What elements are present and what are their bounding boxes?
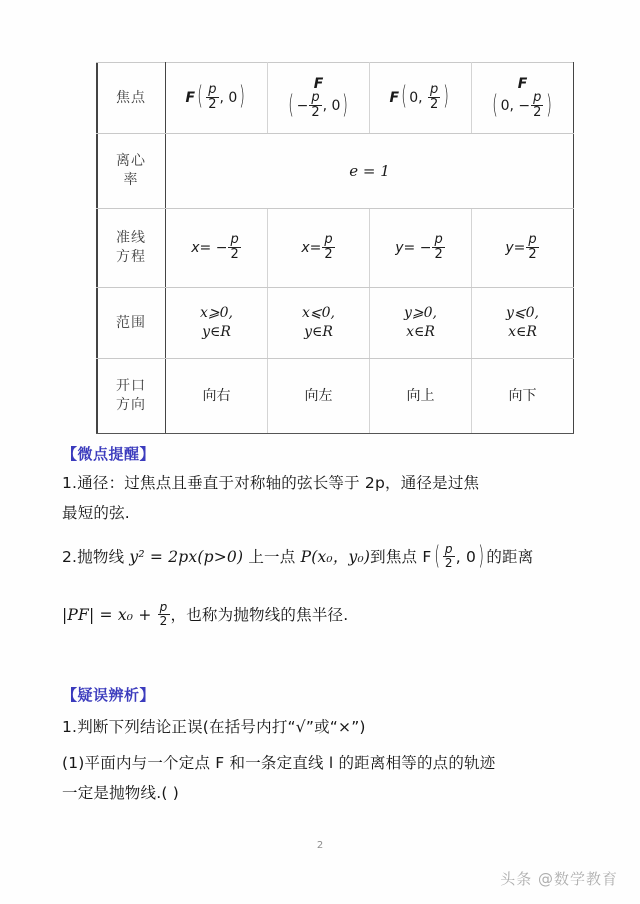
row-label-directrix	[97, 209, 166, 288]
opening-cell-4: 向下	[472, 359, 574, 434]
page-number: 2	[316, 840, 324, 851]
row-label-text: 范围	[116, 314, 146, 331]
range-line1: x⩾0,	[200, 305, 233, 322]
tip-2-l2-tail: ，也称为抛物线的焦半径.	[170, 606, 349, 624]
row-label-line1: 开口	[116, 378, 146, 395]
row-label-text: 焦点	[116, 89, 146, 106]
tip-2-focal-radius: |PF| = x₀ +	[62, 606, 157, 624]
directrix-cell-1: x= − $\frac{p}{2}$	[166, 209, 268, 288]
row-label-line2: 方向	[116, 397, 146, 413]
tip-2-l2-frac-num: p	[158, 601, 170, 615]
table-row	[97, 134, 574, 209]
range-line1: x⩽0,	[302, 305, 335, 322]
tip-2-end: 的距离	[486, 548, 534, 566]
range-line2: x∈R	[508, 324, 537, 340]
row-label-focus	[97, 63, 166, 134]
table-row	[97, 359, 574, 434]
tip-2-line2	[62, 600, 562, 630]
tip-2-frac-num: p	[443, 543, 455, 557]
tip-2-mid: 上一点	[243, 548, 301, 566]
range-cell-2	[268, 288, 370, 359]
range-line1: y⩾0,	[404, 305, 437, 322]
eccentricity-value	[166, 134, 574, 209]
range-line2: y∈R	[202, 324, 231, 340]
parabola-properties-table	[96, 62, 553, 434]
focus-cell-3: F( 0, $\frac{p}{2}$ )	[370, 63, 472, 134]
row-label-line1: 离心	[116, 153, 146, 170]
judge-1a-text-line1: (1)平面内与一个定点 F 和一条定直线 l 的距离相等的点的轨迹	[62, 754, 496, 772]
directrix-cell-2: x= $\frac{p}{2}$	[268, 209, 370, 288]
tip-2-prefix: 2.抛物线	[62, 548, 130, 566]
tip-1-line2	[62, 498, 562, 528]
focus-cell-4: F ( 0, − $\frac{p}{2}$ )	[472, 63, 574, 134]
row-label-line2: 方程	[116, 249, 146, 265]
judge-1-text: 1.判断下列结论正误(在括号内打“√”或“×”)	[62, 718, 366, 736]
focus-cell-2: F ( − $\frac{p}{2}$ , 0)	[268, 63, 370, 134]
table-row	[97, 63, 574, 134]
tip-1-line1-text: 1.通径：过焦点且垂直于对称轴的弦长等于 2p，通径是过焦	[62, 474, 480, 492]
opening-cell-2: 向左	[268, 359, 370, 434]
tip-2-tail: 0	[465, 548, 477, 566]
tip-2-line1: 2.抛物线 y² = 2px(p>0) 上一点 P(x₀，y₀)到焦点 F( $\frac{p}{2}$ , 0) 的距离	[62, 540, 534, 571]
range-line2: x∈R	[406, 324, 435, 340]
row-label-line2: 率	[123, 172, 139, 188]
opening-cell-1: 向右	[166, 359, 268, 434]
directrix-cell-3: y= − $\frac{p}{2}$	[370, 209, 472, 288]
tip-2-after: 到焦点 F	[370, 548, 432, 566]
judge-1a-text-line2: 一定是抛物线.( )	[62, 784, 179, 802]
range-cell-3	[370, 288, 472, 359]
row-label-eccentricity	[97, 134, 166, 209]
range-line1: y⩽0,	[506, 305, 539, 322]
section-heading-yiwu-bianxi: 【疑误辨析】	[62, 686, 156, 704]
judge-1a-line1	[62, 748, 562, 778]
judge-1-line1	[62, 712, 562, 742]
eccentricity-text: e = 1	[349, 161, 390, 180]
tip-2-l2-frac-den: 2	[159, 614, 168, 628]
tip-2-equation: y² = 2px(p>0)	[129, 548, 244, 566]
tip-2-point: P(x₀，y₀)	[300, 548, 371, 566]
table-row	[97, 209, 574, 288]
row-label-opening	[97, 359, 166, 434]
watermark: 头条 @数学教育	[500, 870, 618, 888]
range-cell-4	[472, 288, 574, 359]
tip-2-frac-den: 2	[444, 556, 453, 570]
tip-1-line1	[62, 468, 562, 498]
judge-1a-line2	[62, 778, 562, 808]
directrix-cell-4: y= $\frac{p}{2}$	[472, 209, 574, 288]
focus-cell-1: F( $\frac{p}{2}$ , 0)	[166, 63, 268, 134]
section-heading-weidian-tixing: 【微点提醒】	[62, 445, 156, 463]
tip-1-line2-text: 最短的弦.	[62, 504, 130, 522]
table-row	[97, 288, 574, 359]
range-cell-1	[166, 288, 268, 359]
range-line2: y∈R	[304, 324, 333, 340]
opening-cell-3: 向上	[370, 359, 472, 434]
row-label-line1: 准线	[116, 230, 146, 247]
row-label-range	[97, 288, 166, 359]
